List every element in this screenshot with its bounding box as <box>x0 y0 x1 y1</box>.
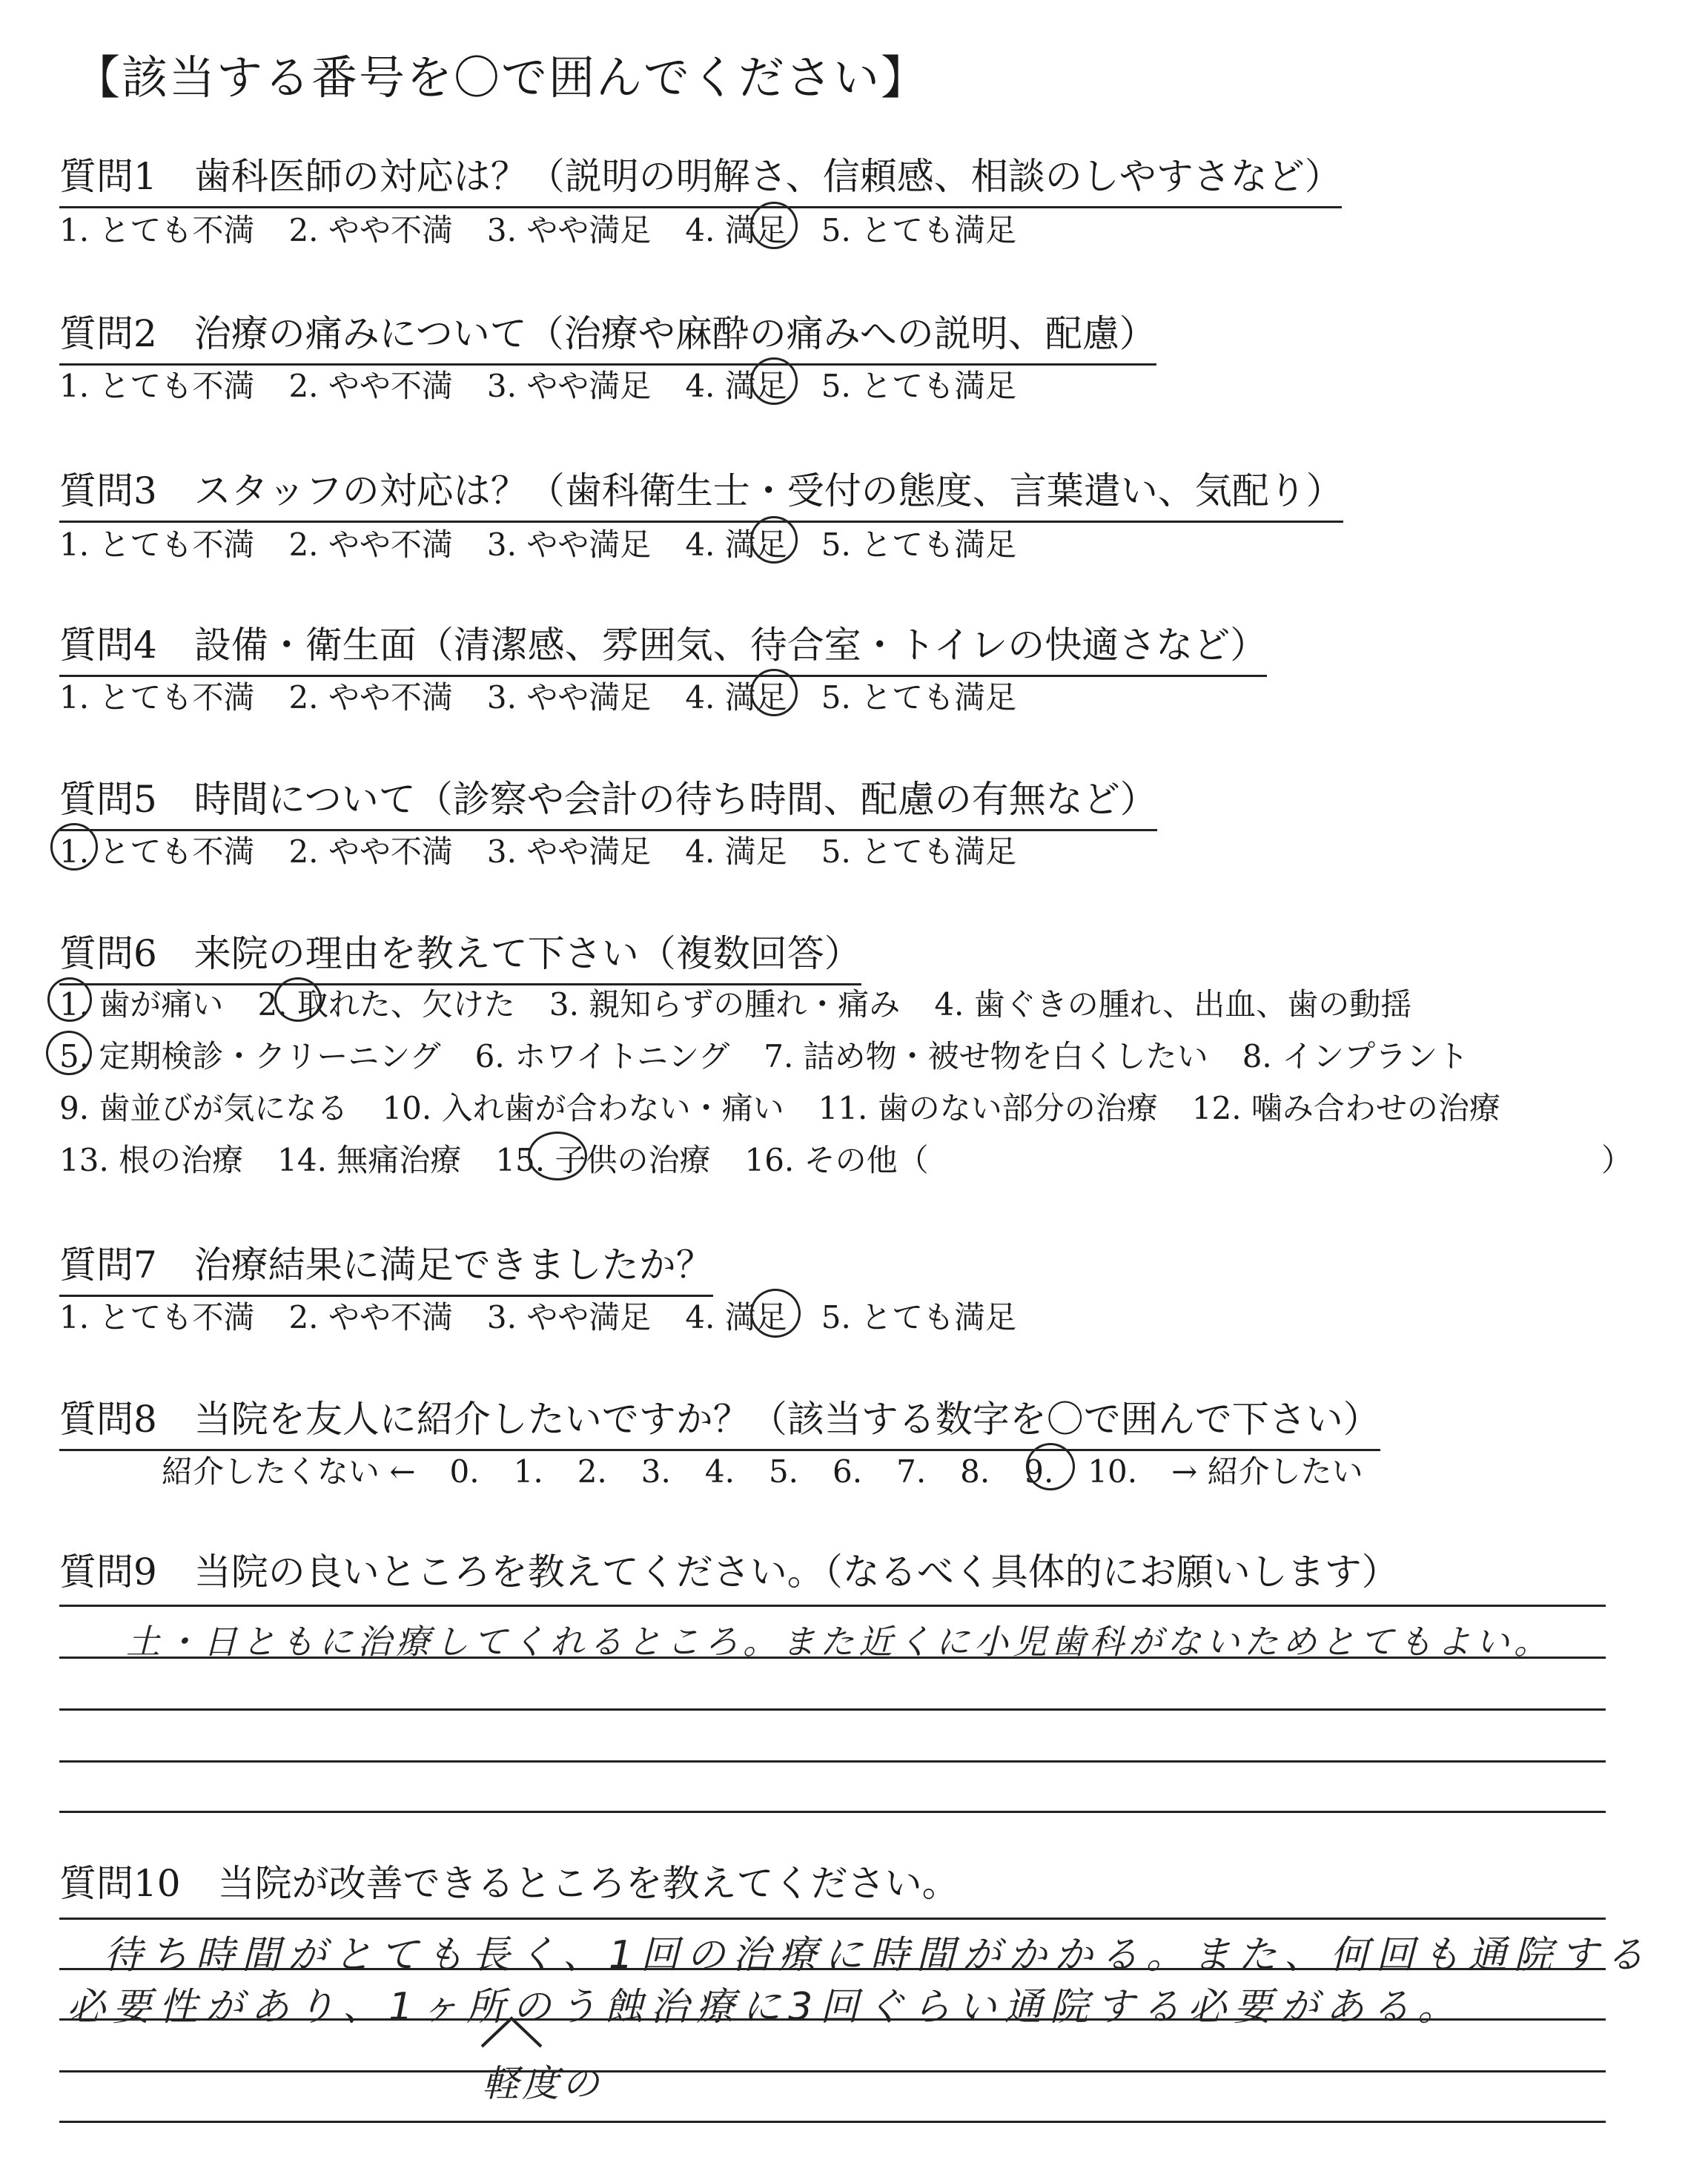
option-1[interactable]: 1. とても不満 <box>59 833 255 870</box>
selection-circle-q5 <box>50 823 98 871</box>
question-6-row-2 <box>59 1032 1469 1077</box>
scale-0[interactable]: 0. <box>449 1453 480 1490</box>
question-2-title: 質問2 治療の痛みについて（治療や麻酔の痛みへの説明、配慮） <box>59 304 1156 366</box>
question-6-row-4 <box>59 1136 929 1180</box>
reason-option-12[interactable]: 12. 噛み合わせの治療 <box>1191 1090 1500 1126</box>
question-1-title: 質問1 歯科医師の対応は？（説明の明解さ、信頼感、相談のしやすさなど） <box>59 147 1342 208</box>
question-5-title: 質問5 時間について（診察や会計の待ち時間、配慮の有無など） <box>59 770 1157 831</box>
scale-1[interactable]: 1. <box>513 1453 543 1490</box>
option-1[interactable]: 1. とても不満 <box>59 212 255 248</box>
option-5[interactable]: 5. とても満足 <box>821 212 1017 248</box>
question-7-title: 質問7 治療結果に満足できましたか？ <box>59 1235 713 1297</box>
reason-option-10[interactable]: 10. 入れ歯が合わない・痛い <box>382 1090 784 1126</box>
selection-circle-q2 <box>750 357 798 405</box>
option-5[interactable]: 5. とても満足 <box>821 833 1017 870</box>
answer-line <box>59 1918 1606 1920</box>
scale-left-label: 紹介したくない ← <box>162 1453 416 1490</box>
answer-line <box>59 1811 1606 1813</box>
answer-line <box>59 1968 1606 1970</box>
question-3-options <box>59 521 1016 565</box>
scale-9[interactable]: 9. <box>1024 1453 1054 1490</box>
reason-option-5[interactable]: 5. 定期検診・クリーニング <box>59 1038 441 1074</box>
option-1[interactable]: 1. とても不満 <box>59 368 255 404</box>
option-4[interactable]: 4. 満足 <box>685 1299 787 1335</box>
answer-line <box>59 2018 1606 2021</box>
option-4[interactable]: 4. 満足 <box>685 212 787 248</box>
question-1-options <box>59 206 1016 251</box>
option-3[interactable]: 3. やや満足 <box>486 526 652 563</box>
option-2[interactable]: 2. やや不満 <box>288 1299 453 1335</box>
reason-option-14[interactable]: 14. 無痛治療 <box>277 1142 462 1178</box>
scale-2[interactable]: 2. <box>577 1453 607 1490</box>
option-1[interactable]: 1. とても不満 <box>59 679 255 716</box>
question-3-title: 質問3 スタッフの対応は？（歯科衛生士・受付の態度、言葉遣い、気配り） <box>59 461 1343 523</box>
selection-circle-q6-2 <box>274 977 322 1022</box>
option-2[interactable]: 2. やや不満 <box>288 212 453 248</box>
option-4[interactable]: 4. 満足 <box>685 679 787 716</box>
scale-3[interactable]: 3. <box>640 1453 671 1490</box>
question-6-title: 質問6 来院の理由を教えて下さい（複数回答） <box>59 924 861 985</box>
option-1[interactable]: 1. とても不満 <box>59 526 255 563</box>
reason-option-16[interactable]: 16. その他（ <box>744 1142 929 1178</box>
reason-option-15[interactable]: 15. 子供の治療 <box>495 1142 711 1178</box>
reason-option-6[interactable]: 6. ホワイトニング <box>474 1038 730 1074</box>
question-2-options <box>59 362 1016 406</box>
option-2[interactable]: 2. やや不満 <box>288 833 453 870</box>
option-4[interactable]: 4. 満足 <box>685 833 787 870</box>
insertion-caret-mark <box>474 2014 549 2051</box>
answer-line <box>59 1657 1606 1659</box>
question-10-answer-line-2[interactable]: 必要性があり、1ヶ所のう蝕治療に3回ぐらい通院する必要がある。 <box>67 1985 1464 2029</box>
question-9-title: 質問9 当院の良いところを教えてください。（なるべく具体的にお願いします） <box>59 1550 1399 1593</box>
selection-circle-q6-15 <box>528 1132 587 1180</box>
option-5[interactable]: 5. とても満足 <box>821 368 1017 404</box>
reason-option-11[interactable]: 11. 歯のない部分の治療 <box>818 1090 1158 1126</box>
option-3[interactable]: 3. やや満足 <box>486 833 652 870</box>
answer-line <box>59 2070 1606 2073</box>
scale-right-label: → 紹介したい <box>1171 1453 1363 1490</box>
option-3[interactable]: 3. やや満足 <box>486 368 652 404</box>
question-4-options <box>59 673 1016 718</box>
answer-line <box>59 1605 1606 1607</box>
option-4[interactable]: 4. 満足 <box>685 526 787 563</box>
reason-option-1[interactable]: 1. 歯が痛い <box>59 986 224 1023</box>
answer-line <box>59 1708 1606 1711</box>
question-9-answer[interactable]: 土・日ともに治療してくれるところ。また近くに小児歯科がないためとてもよい。 <box>126 1622 1552 1662</box>
selection-circle-q4 <box>750 669 798 716</box>
reason-option-4[interactable]: 4. 歯ぐきの腫れ、出血、歯の動揺 <box>934 986 1412 1023</box>
option-5[interactable]: 5. とても満足 <box>821 679 1017 716</box>
question-6-row-1 <box>59 980 1411 1025</box>
selection-circle-q6-5 <box>46 1031 92 1075</box>
scale-7[interactable]: 7. <box>896 1453 927 1490</box>
question-10-answer-line-1[interactable]: 待ち時間がとても長く、1回の治療に時間がかかる。また、何回も通院する <box>104 1933 1652 1978</box>
scale-5[interactable]: 5. <box>768 1453 799 1490</box>
scale-6[interactable]: 6. <box>833 1453 863 1490</box>
scale-10[interactable]: 10. <box>1088 1453 1138 1490</box>
option-3[interactable]: 3. やや満足 <box>486 212 652 248</box>
selection-circle-q3 <box>750 516 798 564</box>
question-8-title: 質問8 当院を友人に紹介したいですか？（該当する数字を〇で囲んで下さい） <box>59 1390 1380 1451</box>
answer-line <box>59 2121 1606 2123</box>
question-5-options <box>59 828 1016 872</box>
scale-4[interactable]: 4. <box>704 1453 735 1490</box>
option-1[interactable]: 1. とても不満 <box>59 1299 255 1335</box>
option-2[interactable]: 2. やや不満 <box>288 526 453 563</box>
scale-8[interactable]: 8. <box>960 1453 990 1490</box>
option-4[interactable]: 4. 満足 <box>685 368 787 404</box>
option-2[interactable]: 2. やや不満 <box>288 679 453 716</box>
other-close-paren: ） <box>1601 1142 1633 1178</box>
form-header: 【該当する番号を〇で囲んでください】 <box>74 50 929 105</box>
question-10-insertion[interactable]: 軽度の <box>482 2062 602 2105</box>
option-3[interactable]: 3. やや満足 <box>486 1299 652 1335</box>
selection-circle-q6-1 <box>47 977 92 1022</box>
question-4-title: 質問4 設備・衛生面（清潔感、雰囲気、待合室・トイレの快適さなど） <box>59 615 1267 677</box>
recommend-scale <box>162 1447 1363 1492</box>
option-5[interactable]: 5. とても満足 <box>821 1299 1017 1335</box>
reason-option-9[interactable]: 9. 歯並びが気になる <box>59 1090 348 1126</box>
question-6-row-3 <box>59 1084 1500 1129</box>
question-7-options <box>59 1293 1016 1338</box>
option-2[interactable]: 2. やや不満 <box>288 368 453 404</box>
reason-option-13[interactable]: 13. 根の治療 <box>59 1142 244 1178</box>
option-3[interactable]: 3. やや満足 <box>486 679 652 716</box>
option-5[interactable]: 5. とても満足 <box>821 526 1017 563</box>
selection-circle-q1 <box>750 202 798 249</box>
reason-option-8[interactable]: 8. インプラント <box>1242 1038 1469 1074</box>
answer-line <box>59 1760 1606 1763</box>
selection-circle-q8 <box>1026 1443 1075 1490</box>
reason-option-2[interactable]: 2. 取れた、欠けた <box>257 986 515 1023</box>
reason-option-7[interactable]: 7. 詰め物・被せ物を白くしたい <box>764 1038 1208 1074</box>
reason-option-3[interactable]: 3. 親知らずの腫れ・痛み <box>549 986 901 1023</box>
question-10-title: 質問10 当院が改善できるところを教えてください。 <box>59 1862 959 1905</box>
selection-circle-q7 <box>750 1289 801 1338</box>
